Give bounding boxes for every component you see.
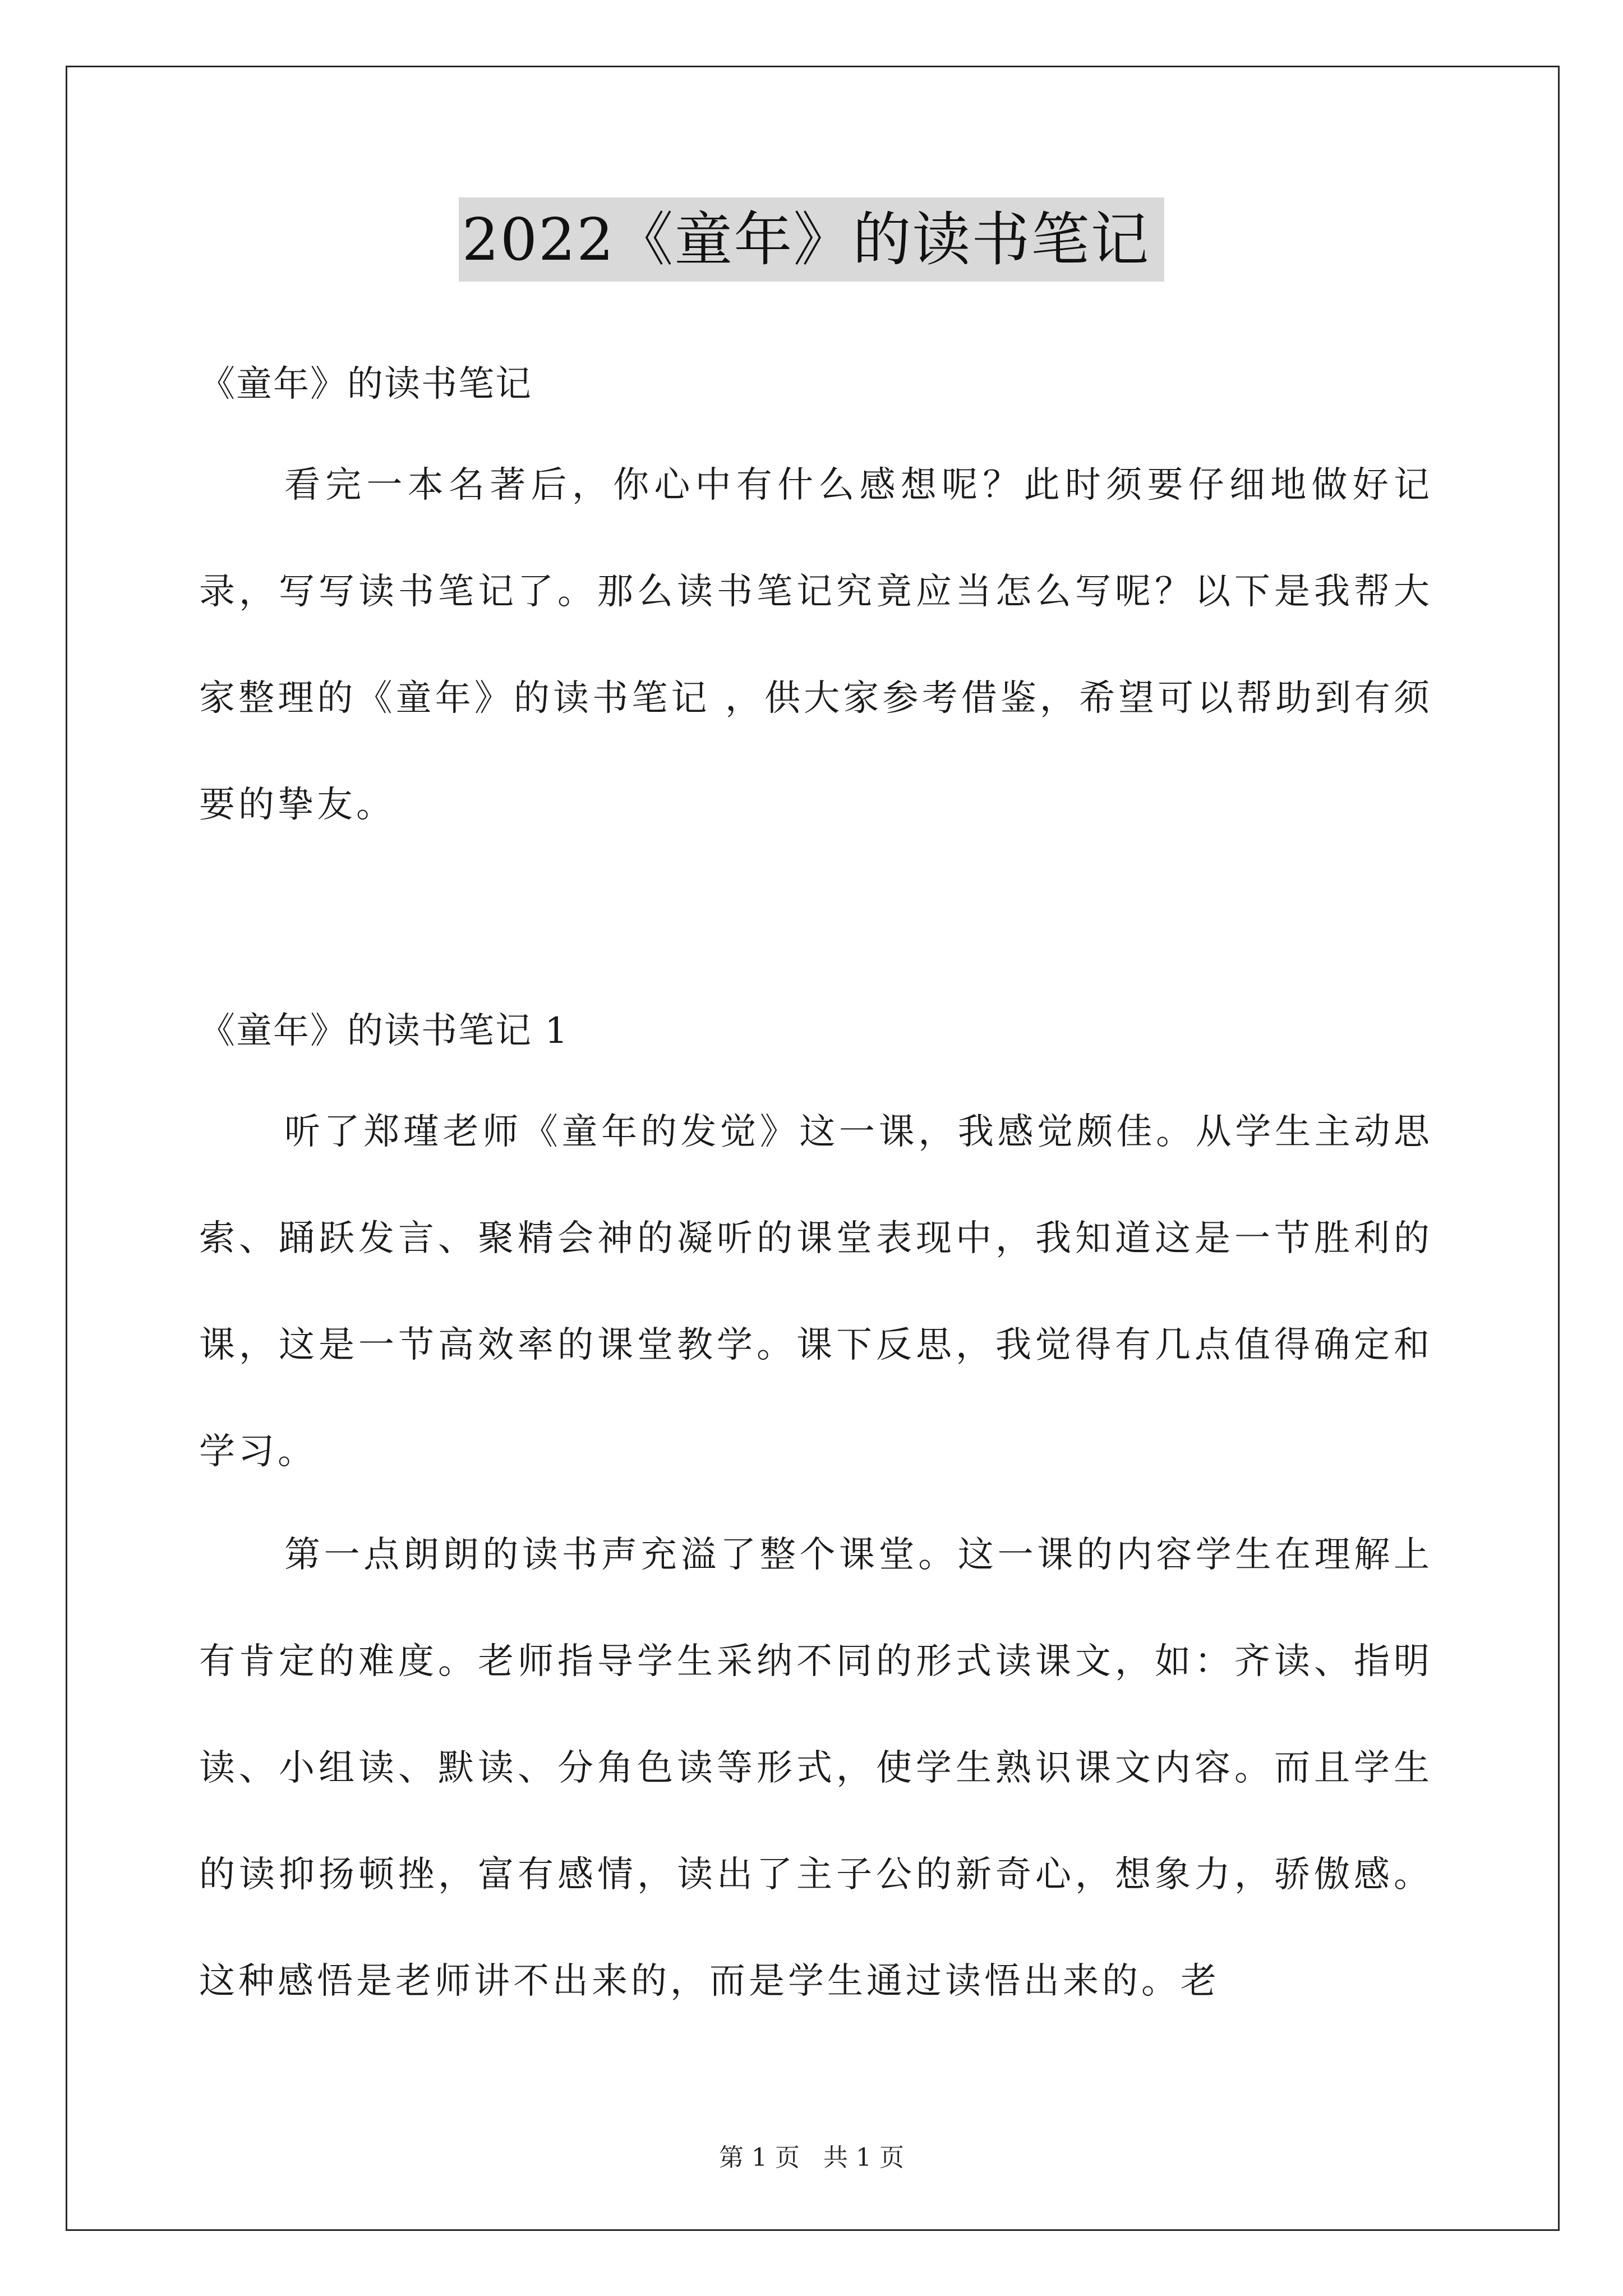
section-heading: 《童年》的读书笔记 1 bbox=[199, 1010, 569, 1052]
intro-paragraph: 看完一本名著后，你心中有什么感想呢？此时须要仔细地做好记录，写写读书笔记了。那么读书笔记究竟应当怎么写呢？以下是我帮大家整理的《童年》的读书笔记 ，供大家参考借鉴，希望可以帮助到有须要的挚友。 bbox=[199, 464, 1433, 826]
page-number: 第 1 页 bbox=[719, 2143, 800, 2172]
title-container bbox=[0, 197, 1623, 282]
page-footer bbox=[0, 2137, 1623, 2173]
section-heading: 《童年》的读书笔记 bbox=[199, 364, 532, 405]
page-total: 共 1 页 bbox=[823, 2143, 904, 2172]
document-title: 2022《童年》的读书笔记 bbox=[459, 197, 1165, 282]
body-paragraph: 听了郑瑾老师《童年的发觉》这一课，我感觉颇佳。从学生主动思索、踊跃发言、聚精会神的凝听的课堂表现中，我知道这是一节胜利的课，这是一节高效率的课堂教学。课下反思，我觉得有几点值得确定和学习。 bbox=[199, 1111, 1433, 1473]
body-paragraph: 第一点朗朗的读书声充溢了整个课堂。这一课的内容学生在理解上有肯定的难度。老师指导学生采纳不同的形式读课文，如：齐读、指明读、小组读、默读、分角色读等形式，使学生熟识课文内容。而且学生的读抑扬顿挫，富有感情，读出了主子公的新奇心，想象力，骄傲感。这种感悟是老师讲不出来的，而是学生通过读悟出来的。老 bbox=[199, 1534, 1433, 2002]
